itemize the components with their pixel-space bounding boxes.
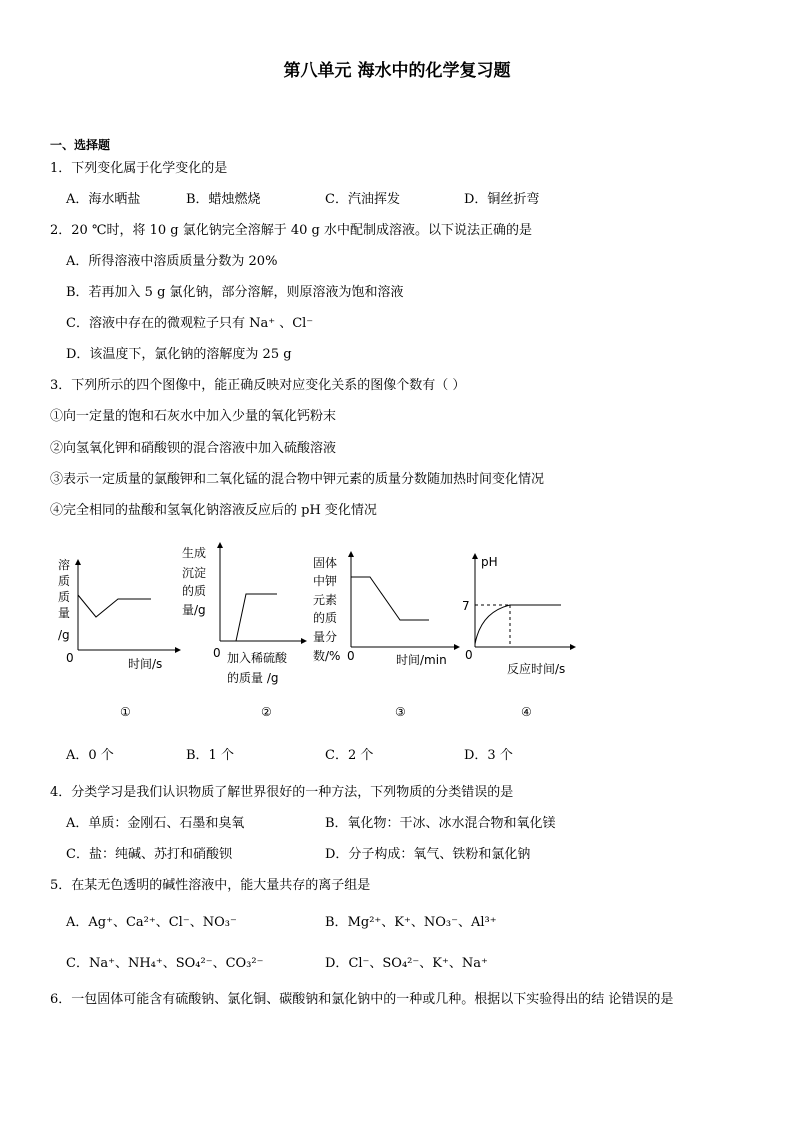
q5-option-b bbox=[325, 915, 497, 931]
graph-3-ylabel-4: 的质 bbox=[313, 611, 338, 625]
q5-option-b-ions: Mg²⁺、K⁺、NO₃⁻、Al³⁺ bbox=[347, 915, 497, 930]
graph-1-caption: ① bbox=[120, 705, 131, 719]
question-3-stem: 3．下列所示的四个图像中，能正确反映对应变化关系的图像个数有（ ） bbox=[50, 378, 466, 393]
page-title: 第八单元 海水中的化学复习题 bbox=[283, 61, 511, 81]
q3-option-c: C．2 个 bbox=[325, 748, 374, 763]
q2-option-d: D．该温度下，氯化钠的溶解度为 25 g bbox=[66, 347, 292, 362]
q5-option-a-ions: Ag⁺、Ca²⁺、Cl⁻、NO₃⁻ bbox=[88, 915, 237, 930]
graph-3-curve bbox=[351, 577, 429, 620]
graph-4-tick-7: 7 bbox=[462, 599, 470, 613]
graph-2-curve bbox=[236, 594, 277, 641]
q5-option-d bbox=[325, 956, 488, 972]
q4-option-a: A．单质：金刚石、石墨和臭氧 bbox=[66, 816, 245, 831]
q4-option-b: B．氧化物：干冰、冰水混合物和氧化镁 bbox=[325, 816, 556, 831]
graph-2-ylabel-2: 沉淀 bbox=[182, 566, 207, 580]
graph-1-ylabel-1: 溶 bbox=[58, 558, 71, 572]
q3-option-d: D．3 个 bbox=[464, 748, 513, 763]
q5-option-d-label: D． bbox=[325, 956, 349, 971]
q2-option-a: A．所得溶液中溶质质量分数为 20% bbox=[66, 254, 278, 269]
q1-option-a: A．海水晒盐 bbox=[66, 192, 141, 207]
q5-option-a bbox=[66, 915, 237, 931]
graph-4-curve bbox=[475, 605, 561, 644]
graph-1-origin: 0 bbox=[66, 651, 74, 665]
graph-3 bbox=[313, 554, 457, 719]
q3-option-b: B．1 个 bbox=[186, 748, 234, 763]
graph-1-ylabel-4: 量 bbox=[58, 606, 71, 620]
graph-1-ylabel-3: 质 bbox=[58, 590, 71, 604]
q1-option-c: C．汽油挥发 bbox=[325, 192, 400, 207]
q3-item-2: ②向氢氧化钾和硝酸钡的混合溶液中加入硫酸溶液 bbox=[50, 441, 337, 456]
graph-1 bbox=[58, 557, 178, 719]
graph-4-xlabel: 反应时间/s bbox=[507, 662, 566, 676]
q3-item-1: ①向一定量的饱和石灰水中加入少量的氧化钙粉末 bbox=[50, 409, 337, 424]
graph-1-curve bbox=[78, 595, 151, 617]
q5-option-d-ions: Cl⁻、SO₄²⁻、K⁺、Na⁺ bbox=[348, 956, 488, 971]
question-2-stem: 2．20 ℃时，将 10 g 氯化钠完全溶解于 40 g 水中配制成溶液。以下说法正确的是 bbox=[50, 223, 533, 238]
question-6-stem: 6．一包固体可能含有硫酸钠、氯化铜、碳酸钠和氯化钠中的一种或几种。根据以下实验得出的结 论错误的是 bbox=[50, 992, 674, 1007]
question-1-stem: 1．下列变化属于化学变化的是 bbox=[50, 161, 228, 176]
graph-3-ylabel-5: 量分 bbox=[313, 630, 338, 644]
q5-option-c bbox=[66, 956, 263, 972]
graph-4-origin: 0 bbox=[465, 648, 473, 662]
graph-2-xlabel-1: 加入稀硫酸 bbox=[227, 651, 288, 665]
q4-option-c: C．盐：纯碱、苏打和硝酸钡 bbox=[66, 847, 232, 862]
q3-item-3: ③表示一定质量的氯酸钾和二氧化锰的混合物中钾元素的质量分数随加热时间变化情况 bbox=[50, 472, 545, 487]
q3-item-4: ④完全相同的盐酸和氢氧化钠溶液反应后的 pH 变化情况 bbox=[50, 503, 377, 518]
q1-option-d: D．铜丝折弯 bbox=[464, 192, 540, 207]
q5-option-a-label: A． bbox=[66, 915, 89, 930]
graph-1-ylabel-5: /g bbox=[58, 628, 70, 642]
graph-1-xlabel: 时间/s bbox=[128, 657, 163, 671]
graph-3-ylabel-2: 中钾 bbox=[313, 574, 338, 588]
q5-option-c-label: C． bbox=[66, 956, 89, 971]
graph-2 bbox=[182, 545, 304, 719]
graph-3-xlabel: 时间/min bbox=[396, 653, 447, 667]
graph-3-caption: ③ bbox=[395, 705, 406, 719]
graph-3-ylabel-6: 数/% bbox=[313, 649, 341, 663]
q2-option-b: B．若再加入 5 g 氯化钠，部分溶解，则原溶液为饱和溶液 bbox=[66, 285, 404, 300]
graph-2-ylabel-1: 生成 bbox=[182, 546, 207, 560]
graph-1-ylabel-2: 质 bbox=[58, 574, 71, 588]
q3-option-a: A．0 个 bbox=[66, 748, 114, 763]
question-4-stem: 4．分类学习是我们认识物质了解世界很好的一种方法，下列物质的分类错误的是 bbox=[50, 785, 514, 800]
graph-2-ylabel-3: 的质 bbox=[182, 584, 207, 598]
graph-4 bbox=[462, 555, 573, 719]
graph-2-ylabel-4: 量/g bbox=[182, 603, 206, 617]
q5-option-c-ions: Na⁺、NH₄⁺、SO₄²⁻、CO₃²⁻ bbox=[88, 956, 264, 971]
graph-3-origin: 0 bbox=[347, 649, 355, 663]
section-heading: 一、选择题 bbox=[50, 138, 111, 152]
graph-2-origin: 0 bbox=[213, 646, 221, 660]
graph-2-caption: ② bbox=[261, 705, 272, 719]
q4-option-d: D．分子构成：氧气、铁粉和氯化钠 bbox=[325, 847, 531, 862]
question-5-stem: 5．在某无色透明的碱性溶液中，能大量共存的离子组是 bbox=[50, 878, 371, 893]
graph-3-ylabel-3: 元素 bbox=[313, 593, 338, 607]
graph-3-ylabel-1: 固体 bbox=[313, 556, 338, 570]
q2-option-c: C．溶液中存在的微观粒子只有 Na⁺ 、Cl⁻ bbox=[66, 316, 314, 331]
q1-option-b: B．蜡烛燃烧 bbox=[186, 192, 261, 207]
graph-2-xlabel-2: 的质量 /g bbox=[227, 671, 279, 685]
graph-4-ylabel: pH bbox=[481, 555, 498, 569]
q5-option-b-label: B． bbox=[325, 915, 348, 930]
graph-4-caption: ④ bbox=[521, 705, 532, 719]
